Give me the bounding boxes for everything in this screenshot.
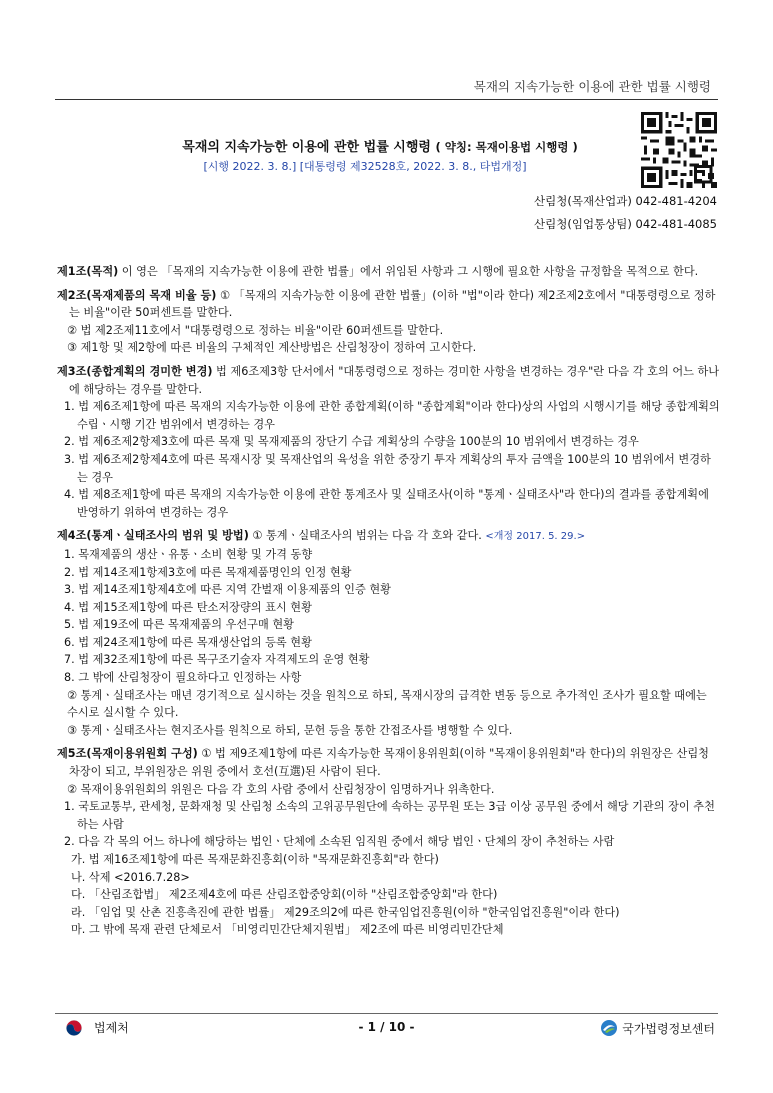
article-text: ① 법 제9조제1항에 따른 지속가능한 목재이용위원회(이하 "목재이용위원회"라 한다)의 위원장은 산림청 차장이 되고, 부위원장은 위원 중에서 호선(互選)된 사람이 된다. (69, 747, 709, 779)
list-item: 4. 법 제15조제1항에 따른 탄소저장량의 표시 현황 (64, 600, 312, 614)
sub-item: 마. 그 밖에 목재 관련 단체로서 「비영리민간단체지원법」 제2조에 따른 비영리민간단체 (71, 923, 504, 937)
footer-rule (55, 1013, 718, 1014)
article-2 (57, 287, 721, 357)
article-text: ① 통계ㆍ실태조사의 범위는 다음 각 호와 같다. (248, 529, 482, 543)
enforcement-info[interactable]: [시행 2022. 3. 8.] [대통령령 제32528호, 2022. 3. 8., 타법개정] (203, 160, 527, 173)
header-rule (55, 99, 718, 100)
list-item: 3. 법 제6조제2항제4호에 따른 목재시장 및 목재산업의 육성을 위한 중장기 투자 계획상의 투자 금액을 100분의 10 범위에서 변경하는 경우 (64, 452, 711, 484)
footer-center-name: 국가법령정보센터 (622, 1021, 715, 1036)
list-item: 1. 법 제6조제1항에 따른 목재의 지속가능한 이용에 관한 종합계획(이하 "종합계획"이라 한다)상의 사업의 시행시기를 해당 종합계획의 수립ㆍ시행 기간 범위에서 변경하는 경우 (64, 400, 720, 431)
contact-line: 산림청(목재산업과) 042-481-4204 (534, 194, 717, 208)
footer-right (600, 1019, 715, 1037)
article-4 (57, 527, 721, 739)
paragraph: ② 목재이용위원회의 위원은 다음 각 호의 사람 중에서 산림청장이 임명하거나 위촉한다. (67, 782, 495, 796)
list-item: 7. 법 제32조제1항에 따른 목구조기술자 자격제도의 운영 현황 (64, 653, 370, 667)
list-item: 1. 목재제품의 생산ㆍ유통ㆍ소비 현황 및 가격 동향 (64, 547, 313, 561)
article-heading: 제2조(목재제품의 목재 비율 등) (57, 288, 217, 302)
footer-agency: 법제처 (94, 1021, 129, 1035)
sub-item: 가. 법 제16조제1항에 따른 목재문화진흥회(이하 "목재문화진흥회"라 한다) (71, 853, 439, 866)
paragraph: ③ 통계ㆍ실태조사는 현지조사를 원칙으로 하되, 문헌 등을 통한 간접조사를 병행할 수 있다. (67, 723, 513, 737)
sub-item: 라. 「임업 및 산촌 진흥촉진에 관한 법률」 제29조의2에 따른 한국임업진흥원(이하 "한국임업진흥원"이라 한다) (71, 905, 620, 919)
article-heading: 제4조(통계ㆍ실태조사의 범위 및 방법) (57, 529, 249, 543)
paragraph: ③ 제1항 및 제2항에 따른 비율의 구체적인 계산방법은 산림청장이 정하여 고시한다. (67, 341, 477, 355)
amendment-link[interactable]: <개정 2017. 5. 29.> (485, 531, 586, 543)
law-center-logo-icon (600, 1019, 618, 1037)
document-title (55, 136, 705, 155)
article-5 (57, 745, 721, 939)
contact-line: 산림청(임업통상팀) 042-481-4085 (534, 217, 717, 231)
page-number: - 1 / 10 - (358, 1020, 415, 1034)
list-item: 1. 국토교통부, 관세청, 문화재청 및 산림청 소속의 고위공무원단에 속하는 공무원 또는 3급 이상 공무원 중에서 해당 기관의 장이 추천하는 사람 (64, 800, 715, 831)
article-text: 이 영은 「목재의 지속가능한 이용에 관한 법률」에서 위임된 사항과 그 시행에 필요한 사항을 규정함을 목적으로 한다. (118, 265, 699, 278)
running-header: 목재의 지속가능한 이용에 관한 법률 시행령 (473, 79, 711, 94)
list-item: 2. 법 제6조제2항제3호에 따른 목재 및 목재제품의 장단기 수급 계획상의 수량을 100분의 10 범위에서 변경하는 경우 (64, 435, 639, 449)
title-main: 목재의 지속가능한 이용에 관한 법률 시행령 (182, 140, 431, 155)
article-heading: 제1조(목적) (57, 265, 119, 278)
sub-item: 다. 「산림조합법」 제2조제4호에 따른 산림조합중앙회(이하 "산림조합중앙회"라 한다) (71, 888, 498, 902)
paragraph: ② 통계ㆍ실태조사는 매년 경기적으로 실시하는 것을 원칙으로 하되, 목재시장의 급격한 변동 등으로 추가적인 조사가 필요할 때에는 수시로 실시할 수 있다. (67, 688, 707, 720)
title-abbreviation: ( 약칭: 목재이용법 시행령 ) (435, 140, 578, 154)
list-item: 2. 법 제14조제1항제3호에 따른 목재제품명인의 인정 현황 (64, 565, 352, 579)
article-text: 법 제6조제3항 단서에서 "대통령령으로 정하는 경미한 사항을 변경하는 경우"란 다음 각 호의 어느 하나에 해당하는 경우를 말한다. (69, 364, 720, 396)
article-1 (57, 263, 721, 281)
list-item: 3. 법 제14조제1항제4호에 따른 지역 간벌재 이용제품의 인증 현황 (64, 583, 391, 597)
list-item: 5. 법 제19조에 따른 목재제품의 우선구매 현황 (64, 618, 294, 632)
article-3 (57, 363, 721, 521)
paragraph: ② 법 제2조제11호에서 "대통령령으로 정하는 비율"이란 60퍼센트를 말한다. (67, 323, 444, 337)
article-heading: 제5조(목재이용위원회 구성) (57, 747, 198, 761)
list-item: 4. 법 제8조제1항에 따른 목재의 지속가능한 이용에 관한 통계조사 및 실태조사(이하 "통계ㆍ실태조사"라 한다)의 결과를 종합계획에 반영하기 위하여 변경하는 경우 (64, 488, 709, 519)
article-text: ① 「목재의 지속가능한 이용에 관한 법률」(이하 "법"이라 한다) 제2조제2호에서 "대통령령으로 정하는 비율"이란 50퍼센트를 말한다. (69, 288, 716, 320)
sub-item: 나. 삭제 <2016.7.28> (71, 870, 190, 884)
list-item: 8. 그 밖에 산림청장이 필요하다고 인정하는 사항 (64, 671, 302, 685)
article-heading: 제3조(종합계획의 경미한 변경) (57, 364, 213, 378)
list-item: 6. 법 제24조제1항에 따른 목재생산업의 등록 현황 (64, 635, 312, 649)
list-item: 2. 다음 각 목의 어느 하나에 해당하는 법인ㆍ단체에 소속된 임직원 중에서 해당 법인ㆍ단체의 장이 추천하는 사람 (64, 835, 615, 849)
law-body (57, 263, 721, 939)
